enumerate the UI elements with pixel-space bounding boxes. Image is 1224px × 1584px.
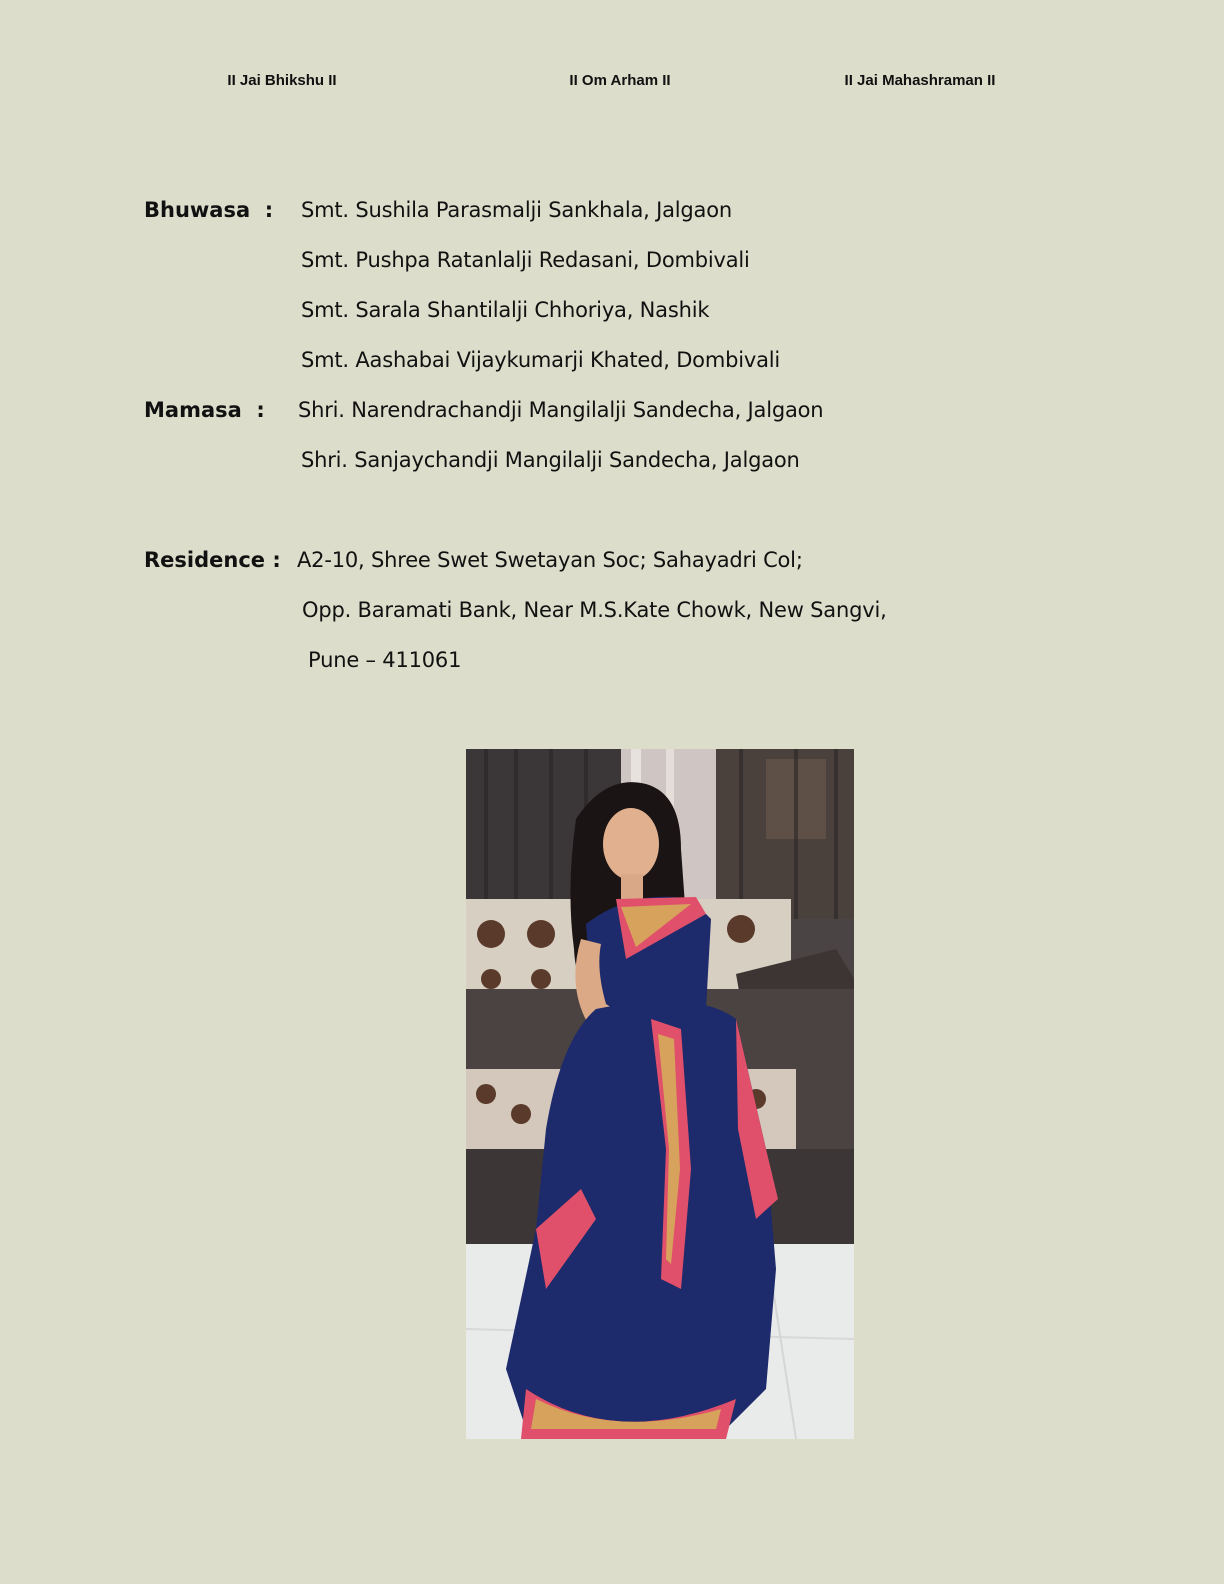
residence-row-2: [0, 598, 1224, 628]
residence-line: A2-10, Shree Swet Swetayan Soc; Sahayadri Col;: [297, 548, 803, 572]
bhuwasa-line: Smt. Sarala Shantilalji Chhoriya, Nashik: [301, 298, 710, 322]
mamasa-row-1: [0, 398, 1224, 428]
bhuwasa-line: Smt. Pushpa Ratanlalji Redasani, Dombivali: [301, 248, 750, 272]
residence-row-3: [0, 648, 1224, 678]
bhuwasa-row-4: [0, 348, 1224, 378]
header-left-salutation: II Jai Bhikshu II: [227, 72, 337, 89]
residence-line: Opp. Baramati Bank, Near M.S.Kate Chowk, New Sangvi,: [302, 598, 887, 622]
residence-row-1: [0, 548, 1224, 578]
residence-line: Pune – 411061: [308, 648, 462, 672]
bhuwasa-label: Bhuwasa :: [144, 198, 274, 222]
residence-label: Residence :: [144, 548, 281, 572]
bhuwasa-line: Smt. Sushila Parasmalji Sankhala, Jalgaon: [301, 198, 732, 222]
page-header: [0, 72, 1224, 92]
header-right-salutation: II Jai Mahashraman II: [844, 72, 996, 89]
header-center-salutation: II Om Arham II: [569, 72, 671, 89]
mamasa-line: Shri. Sanjaychandji Mangilalji Sandecha, Jalgaon: [301, 448, 800, 472]
portrait-illustration: [466, 749, 854, 1439]
mamasa-row-2: [0, 448, 1224, 478]
portrait-photo: [466, 749, 854, 1439]
bhuwasa-row-3: [0, 298, 1224, 328]
bhuwasa-line: Smt. Aashabai Vijaykumarji Khated, Dombivali: [301, 348, 781, 372]
bhuwasa-row-2: [0, 248, 1224, 278]
mamasa-label: Mamasa :: [144, 398, 265, 422]
bhuwasa-row-1: [0, 198, 1224, 228]
mamasa-line: Shri. Narendrachandji Mangilalji Sandecha, Jalgaon: [298, 398, 824, 422]
